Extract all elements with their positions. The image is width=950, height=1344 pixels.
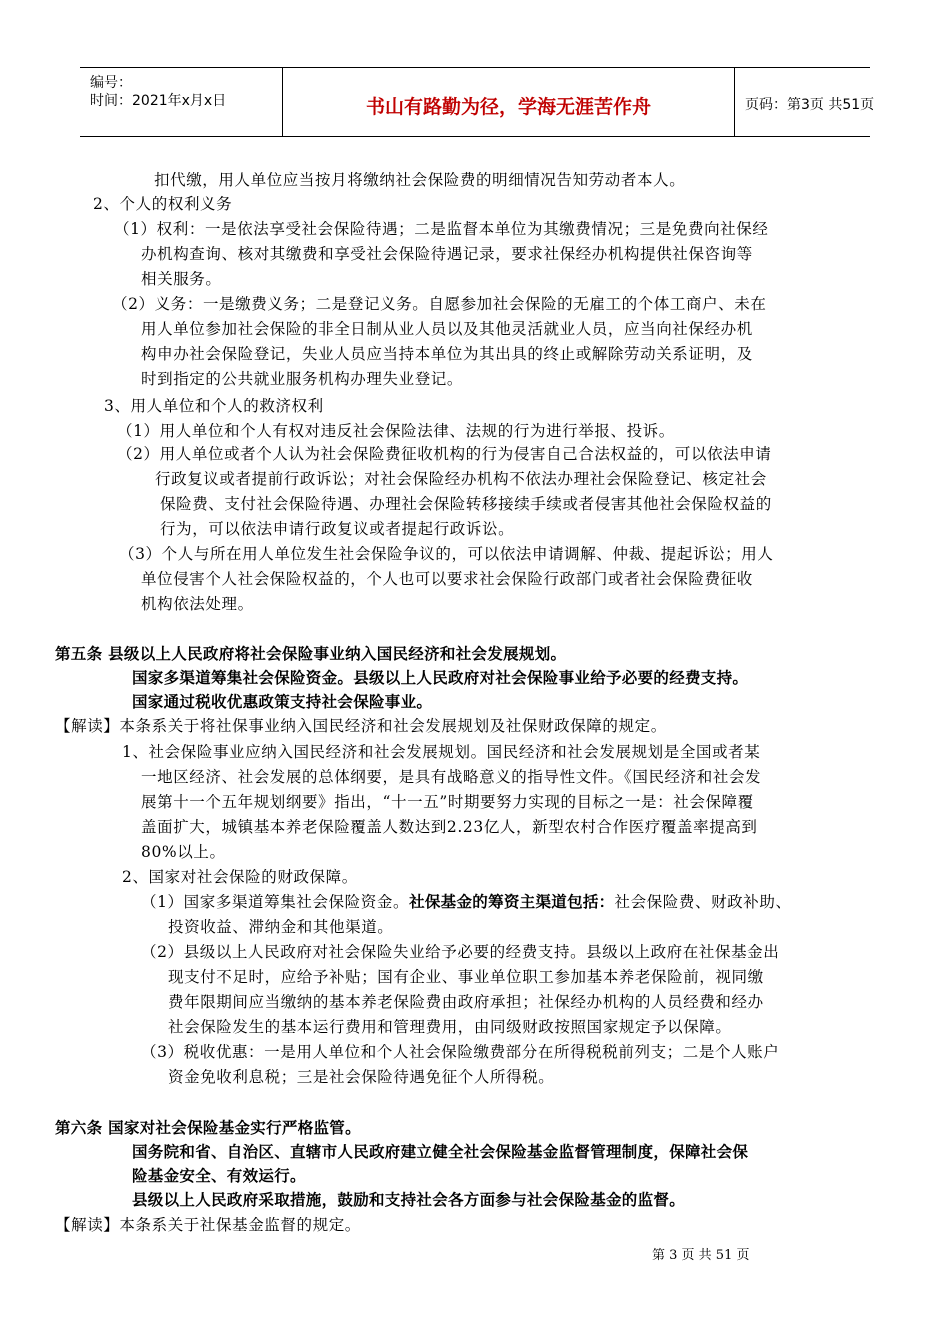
article-text: 国家多渠道筹集社会保险资金。县级以上人民政府对社会保险事业给予必要的经费支持。 xyxy=(132,669,749,687)
section-heading: 2、国家对社会保险的财政保障。 xyxy=(122,868,358,886)
header-page-number: 页码：第3页 共51页 xyxy=(745,97,875,113)
body-line: 扣代缴，用人单位应当按月将缴纳社会保险费的明细情况告知劳动者本人。 xyxy=(154,171,686,189)
body-line: （1）用人单位和个人有权对违反社会保险法律、法规的行为进行举报、投诉。 xyxy=(117,422,675,440)
page-header xyxy=(80,67,875,137)
body-line: 展第十一个五年规划纲要》指出，“十一五”时期要努力实现的目标之一是：社会保障覆 xyxy=(141,793,754,811)
body-line: 机构依法处理。 xyxy=(141,595,254,613)
body-line: 一地区经济、社会发展的总体纲要，是具有战略意义的指导性文件。《国民经济和社会发 xyxy=(141,768,762,786)
body-line: （1）权利：一是依法享受社会保险待遇；二是监督本单位为其缴费情况；三是免费向社保经 xyxy=(114,220,769,238)
article-text: 险基金安全、有效运行。 xyxy=(132,1167,306,1185)
body-line: 保险费、支付社会保险待遇、办理社会保险转移接续手续或者侵害其他社会保险权益的 xyxy=(160,495,772,513)
emphasis-text: 社保基金的筹资主渠道包括： xyxy=(409,893,615,911)
document-date-label: 时间：2021年x月x日 xyxy=(90,93,227,109)
body-line: 相关服务。 xyxy=(141,270,222,288)
section-heading: 2、个人的权利义务 xyxy=(93,195,233,213)
body-line: 单位侵害个人社会保险权益的，个人也可以要求社会保险行政部门或者社会保险费征收 xyxy=(141,570,753,588)
interpretation-line: 【解读】本条系关于将社保事业纳入国民经济和社会发展规划及社保财政保障的规定。 xyxy=(55,717,667,735)
body-line-text: （1）国家多渠道筹集社会保险资金。 xyxy=(141,893,410,911)
section-heading: 3、用人单位和个人的救济权利 xyxy=(104,397,324,415)
body-line: （2）用人单位或者个人认为社会保险费征收机构的行为侵害自己合法权益的，可以依法申请 xyxy=(117,445,772,463)
body-line: 现支付不足时，应给予补贴；国有企业、事业单位职工参加基本养老保险前，视同缴 xyxy=(168,968,764,986)
body-line: 用人单位参加社会保险的非全日制从业人员以及其他灵活就业人员，应当向社保经办机 xyxy=(141,320,753,338)
page-footer: 第 3 页 共 51 页 xyxy=(652,1248,750,1263)
body-line: 时到指定的公共就业服务机构办理失业登记。 xyxy=(141,370,464,388)
body-line: 盖面扩大，城镇基本养老保险覆盖人数达到2.23亿人，新型农村合作医疗覆盖率提高到 xyxy=(141,818,758,836)
article-text: 国务院和省、自治区、直辖市人民政府建立健全社会保险基金监督管理制度，保障社会保 xyxy=(132,1143,749,1161)
section-heading: 1、社会保险事业应纳入国民经济和社会发展规划。国民经济和社会发展规划是全国或者某 xyxy=(122,743,761,761)
body-line: 行为，可以依法申请行政复议或者提起行政诉讼。 xyxy=(160,520,515,538)
body-line: 投资收益、滞纳金和其他渠道。 xyxy=(168,918,394,936)
body-line: 资金免收利息税；三是社会保险待遇免征个人所得税。 xyxy=(168,1068,555,1086)
article-text: 县级以上人民政府采取措施，鼓励和支持社会各方面参与社会保险基金的监督。 xyxy=(132,1191,686,1209)
body-line xyxy=(141,891,792,913)
article-text: 国家通过税收优惠政策支持社会保险事业。 xyxy=(132,693,433,711)
header-meta-cell xyxy=(80,68,282,136)
document-number-label: 编号： xyxy=(90,75,132,91)
body-line: 社会保险发生的基本运行费用和管理费用，由同级财政按照国家规定予以保障。 xyxy=(168,1018,732,1036)
body-line-text: 社会保险费、财政补助、 xyxy=(614,893,792,911)
body-line: 费年限期间应当缴纳的基本养老保险费由政府承担；社保经办机构的人员经费和经办 xyxy=(168,993,764,1011)
body-line: 构申办社会保险登记，失业人员应当持本单位为其出具的终止或解除劳动关系证明，及 xyxy=(141,345,753,363)
interpretation-line: 【解读】本条系关于社保基金监督的规定。 xyxy=(55,1216,361,1234)
header-page-cell xyxy=(735,68,875,136)
body-line: （3）税收优惠：一是用人单位和个人社会保险缴费部分在所得税税前列支；二是个人账户 xyxy=(141,1043,780,1061)
body-line: （2）义务：一是缴费义务；二是登记义务。自愿参加社会保险的无雇工的个体工商户、未在 xyxy=(112,295,767,313)
header-motto: 书山有路勤为径，学海无涯苦作舟 xyxy=(365,96,651,118)
body-line: 80%以上。 xyxy=(141,843,226,861)
body-line: （2）县级以上人民政府对社会保险失业给予必要的经费支持。县级以上政府在社保基金出 xyxy=(141,943,780,961)
article-five-heading: 第五条 县级以上人民政府将社会保险事业纳入国民经济和社会发展规划。 xyxy=(55,645,567,663)
header-motto-cell xyxy=(282,68,735,136)
body-line: 办机构查询、核对其缴费和享受社会保险待遇记录，要求社保经办机构提供社保咨询等 xyxy=(141,245,753,263)
body-line: 行政复议或者提前行政诉讼；对社会保险经办机构不依法办理社会保险登记、核定社会 xyxy=(155,470,767,488)
article-six-heading: 第六条 国家对社会保险基金实行严格监管。 xyxy=(55,1119,361,1137)
body-line: （3）个人与所在用人单位发生社会保险争议的，可以依法申请调解、仲裁、提起诉讼；用人 xyxy=(119,545,774,563)
